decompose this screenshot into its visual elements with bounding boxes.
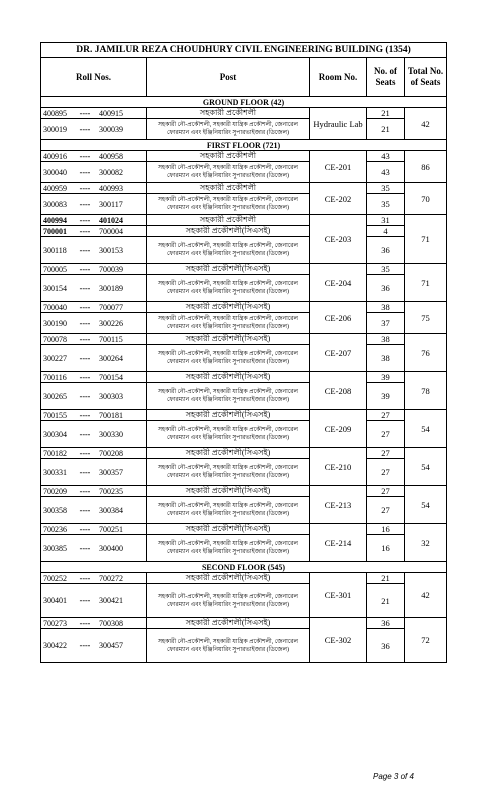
total-cell: 32 [405, 524, 447, 562]
post-cell: সহকারী প্রকৌশলী(সিএসই) [147, 226, 310, 237]
roll-to: 700154 [99, 372, 123, 382]
roll-range [41, 383, 147, 410]
roll-to: 700208 [99, 448, 123, 458]
roll-to: 300039 [99, 124, 123, 134]
seats-cell: 21 [367, 119, 405, 140]
post-cell: সহকারী নৌ-প্রকৌশলী, সহকারী যান্ত্রিক প্রকৌশলী, জেনারেল ফোরম্যান এবং ইঞ্জিনিয়ারিং সুপারভাইজার (ডিজেল) [147, 313, 310, 334]
roll-range [41, 421, 147, 448]
room-cell: CE-207 [310, 334, 367, 372]
room-header: Room No. [310, 58, 367, 97]
table-row [41, 162, 447, 183]
roll-to: 300357 [99, 467, 123, 477]
roll-from: 700005 [43, 264, 67, 274]
roll-from: 300019 [43, 124, 67, 134]
roll-dash: ---- [79, 486, 91, 496]
roll-range [41, 275, 147, 302]
roll-from: 700209 [43, 486, 67, 496]
roll-to: 700004 [99, 226, 123, 236]
roll-range [41, 345, 147, 372]
post-cell: সহকারী নৌ-প্রকৌশলী, সহকারী যান্ত্রিক প্রকৌশলী, জেনারেল ফোরম্যান এবং ইঞ্জিনিয়ারিং সুপারভাইজার (ডিজেল) [147, 535, 310, 562]
building-title: DR. JAMILUR REZA CHOUDHURY CIVIL ENGINEERING BUILDING (1354) [41, 43, 447, 58]
total-cell: 71 [405, 215, 447, 264]
roll-from: 400959 [43, 183, 67, 193]
roll-from: 300304 [43, 429, 67, 439]
roll-dash: ---- [79, 226, 91, 236]
floor-row [41, 140, 447, 151]
roll-range [41, 584, 147, 618]
roll-to: 700235 [99, 486, 123, 496]
seats-cell: 16 [367, 535, 405, 562]
seats-cell: 36 [367, 629, 405, 663]
roll-from: 700182 [43, 448, 67, 458]
table-row [41, 334, 447, 345]
room-cell: CE-214 [310, 524, 367, 562]
roll-range [41, 497, 147, 524]
table-row [41, 584, 447, 618]
roll-range [41, 151, 147, 162]
roll-dash: ---- [79, 264, 91, 274]
roll-to: 300457 [99, 641, 123, 650]
roll-to: 300421 [99, 596, 123, 605]
seats-header: No. of Seats [367, 58, 405, 97]
table-row [41, 618, 447, 629]
seats-cell: 38 [367, 334, 405, 345]
roll-dash: ---- [79, 318, 91, 328]
roll-from: 300385 [43, 543, 67, 553]
post-cell: সহকারী নৌ-প্রকৌশলী, সহকারী যান্ত্রিক প্রকৌশলী, জেনারেল ফোরম্যান এবং ইঞ্জিনিয়ারিং সুপারভাইজার (ডিজেল) [147, 162, 310, 183]
roll-dash: ---- [79, 429, 91, 439]
seats-cell: 31 [367, 215, 405, 226]
seats-cell: 43 [367, 151, 405, 162]
seats-cell: 35 [367, 264, 405, 275]
roll-range [41, 302, 147, 313]
roll-from: 300154 [43, 283, 67, 293]
roll-range [41, 524, 147, 535]
table-row [41, 264, 447, 275]
roll-from: 400916 [43, 151, 67, 161]
post-cell: সহকারী নৌ-প্রকৌশলী, সহকারী যান্ত্রিক প্রকৌশলী, জেনারেল ফোরম্যান এবং ইঞ্জিনিয়ারিং সুপারভাইজার (ডিজেল) [147, 237, 310, 264]
roll-from: 700273 [43, 618, 67, 628]
roll-dash: ---- [79, 302, 91, 312]
roll-from: 700078 [43, 334, 67, 344]
roll-to: 700181 [99, 410, 123, 420]
roll-range [41, 486, 147, 497]
roll-to: 400915 [99, 108, 123, 118]
table-row [41, 237, 447, 264]
roll-dash: ---- [79, 543, 91, 553]
seats-cell: 35 [367, 183, 405, 194]
seats-cell: 35 [367, 194, 405, 215]
table-row [41, 421, 447, 448]
roll-range [41, 108, 147, 119]
roll-dash: ---- [79, 283, 91, 293]
roll-range [41, 226, 147, 237]
post-cell: সহকারী প্রকৌশলী [147, 183, 310, 194]
seats-cell: 39 [367, 372, 405, 383]
total-cell: 86 [405, 151, 447, 183]
post-cell: সহকারী নৌ-প্রকৌশলী, সহকারী যান্ত্রিক প্রকৌশলী, জেনারেল ফোরম্যান এবং ইঞ্জিনিয়ারিং সুপারভাইজার (ডিজেল) [147, 275, 310, 302]
floor-heading-ground: GROUND FLOOR (42) [41, 97, 447, 108]
roll-dash: ---- [79, 524, 91, 534]
post-cell: সহকারী নৌ-প্রকৌশলী, সহকারী যান্ত্রিক প্রকৌশলী, জেনারেল ফোরম্যান এবং ইঞ্জিনিয়ারিং সুপারভাইজার (ডিজেল) [147, 119, 310, 140]
roll-from: 300118 [43, 245, 67, 255]
total-cell: 75 [405, 302, 447, 334]
table-row [41, 383, 447, 410]
total-cell: 72 [405, 618, 447, 663]
room-cell: CE-213 [310, 486, 367, 524]
table-row [41, 345, 447, 372]
roll-to: 300153 [99, 245, 123, 255]
roll-dash: ---- [79, 124, 91, 134]
roll-dash: ---- [79, 467, 91, 477]
roll-to: 300082 [99, 167, 123, 177]
roll-to: 300384 [99, 505, 123, 515]
roll-range [41, 629, 147, 663]
total-cell: 78 [405, 372, 447, 410]
post-cell: সহকারী প্রকৌশলী(সিএসই) [147, 334, 310, 345]
seats-cell: 27 [367, 497, 405, 524]
post-cell: সহকারী নৌ-প্রকৌশলী, সহকারী যান্ত্রিক প্রকৌশলী, জেনারেল ফোরম্যান এবং ইঞ্জিনিয়ারিং সুপারভাইজার (ডিজেল) [147, 345, 310, 372]
room-cell: CE-210 [310, 448, 367, 486]
total-cell: 42 [405, 573, 447, 618]
roll-to: 700115 [99, 334, 123, 344]
seats-cell: 21 [367, 573, 405, 584]
roll-to: 300264 [99, 353, 123, 363]
roll-dash: ---- [79, 573, 91, 583]
roll-to: 700039 [99, 264, 123, 274]
post-cell: সহকারী নৌ-প্রকৌশলী, সহকারী যান্ত্রিক প্রকৌশলী, জেনারেল ফোরম্যান এবং ইঞ্জিনিয়ারিং সুপারভাইজার (ডিজেল) [147, 497, 310, 524]
room-cell: CE-209 [310, 410, 367, 448]
table-row [41, 629, 447, 663]
roll-range [41, 372, 147, 383]
table-row [41, 372, 447, 383]
roll-dash: ---- [79, 151, 91, 161]
seats-cell: 27 [367, 486, 405, 497]
table-row [41, 573, 447, 584]
roll-from: 700236 [43, 524, 67, 534]
room-cell: Hydraulic Lab [310, 108, 367, 140]
post-cell: সহকারী প্রকৌশলী(সিএসই) [147, 372, 310, 383]
roll-range [41, 162, 147, 183]
room-cell: CE-206 [310, 302, 367, 334]
post-cell: সহকারী নৌ-প্রকৌশলী, সহকারী যান্ত্রিক প্রকৌশলী, জেনারেল ফোরম্যান এবং ইঞ্জিনিয়ারিং সুপারভাইজার (ডিজেল) [147, 383, 310, 410]
total-cell: 42 [405, 108, 447, 140]
post-cell: সহকারী নৌ-প্রকৌশলী, সহকারী যান্ত্রিক প্রকৌশলী, জেনারেল ফোরম্যান এবং ইঞ্জিনিয়ারিং সুপারভাইজার (ডিজেল) [147, 194, 310, 215]
floor-row [41, 562, 447, 573]
table-row [41, 524, 447, 535]
post-cell: সহকারী প্রকৌশলী(সিএসই) [147, 573, 310, 584]
roll-to: 300117 [99, 199, 123, 209]
roll-dash: ---- [79, 334, 91, 344]
table-row [41, 194, 447, 215]
room-cell: CE-203 [310, 215, 367, 264]
post-cell: সহকারী প্রকৌশলী [147, 151, 310, 162]
roll-to: 700077 [99, 302, 123, 312]
roll-dash: ---- [79, 353, 91, 363]
floor-heading-first: FIRST FLOOR (721) [41, 140, 447, 151]
total-cell: 54 [405, 410, 447, 448]
room-cell: CE-208 [310, 372, 367, 410]
seats-cell: 27 [367, 421, 405, 448]
roll-to: 401024 [99, 215, 123, 225]
seats-cell: 36 [367, 618, 405, 629]
roll-from: 400994 [43, 215, 67, 225]
seats-cell: 38 [367, 345, 405, 372]
roll-from: 300422 [43, 641, 67, 650]
total-cell: 76 [405, 334, 447, 372]
seats-cell: 27 [367, 459, 405, 486]
post-cell: সহকারী প্রকৌশলী(সিএসই) [147, 486, 310, 497]
room-cell: CE-202 [310, 183, 367, 215]
seats-cell: 16 [367, 524, 405, 535]
roll-dash: ---- [79, 618, 91, 628]
seats-cell: 43 [367, 162, 405, 183]
total-cell: 54 [405, 486, 447, 524]
table-row [41, 215, 447, 226]
post-cell: সহকারী নৌ-প্রকৌশলী, সহকারী যান্ত্রিক প্রকৌশলী, জেনারেল ফোরম্যান এবং ইঞ্জিনিয়ারিং সুপারভাইজার (ডিজেল) [147, 629, 310, 663]
roll-dash: ---- [79, 596, 91, 605]
post-cell: সহকারী নৌ-প্রকৌশলী, সহকারী যান্ত্রিক প্রকৌশলী, জেনারেল ফোরম্যান এবং ইঞ্জিনিয়ারিং সুপারভাইজার (ডিজেল) [147, 421, 310, 448]
roll-range [41, 119, 147, 140]
post-cell: সহকারী প্রকৌশলী [147, 108, 310, 119]
room-cell: CE-302 [310, 618, 367, 663]
table-row [41, 497, 447, 524]
table-row [41, 119, 447, 140]
roll-range [41, 459, 147, 486]
roll-dash: ---- [79, 199, 91, 209]
room-cell: CE-204 [310, 264, 367, 302]
post-cell: সহকারী প্রকৌশলী(সিএসই) [147, 410, 310, 421]
total-header: Total No. of Seats [405, 58, 447, 97]
roll-range [41, 535, 147, 562]
table-row [41, 313, 447, 334]
table-row [41, 275, 447, 302]
roll-to: 700272 [99, 573, 123, 583]
roll-dash: ---- [79, 215, 91, 225]
floor-row [41, 97, 447, 108]
seats-cell: 21 [367, 584, 405, 618]
roll-dash: ---- [79, 245, 91, 255]
total-cell: 70 [405, 183, 447, 215]
roll-to: 300400 [99, 543, 123, 553]
roll-from: 700155 [43, 410, 67, 420]
table-row [41, 459, 447, 486]
page-number: Page 3 of 4 [373, 772, 414, 781]
roll-range [41, 194, 147, 215]
roll-to: 700251 [99, 524, 123, 534]
roll-range [41, 410, 147, 421]
post-cell: সহকারী প্রকৌশলী(সিএসই) [147, 618, 310, 629]
roll-range [41, 183, 147, 194]
roll-from: 300358 [43, 505, 67, 515]
seats-cell: 38 [367, 302, 405, 313]
post-cell: সহকারী প্রকৌশলী(সিএসই) [147, 448, 310, 459]
roll-dash: ---- [79, 108, 91, 118]
total-cell: 71 [405, 264, 447, 302]
roll-dash: ---- [79, 410, 91, 420]
table-row [41, 448, 447, 459]
roll-to: 400958 [99, 151, 123, 161]
table-row [41, 183, 447, 194]
post-cell: সহকারী প্রকৌশলী(সিএসই) [147, 264, 310, 275]
roll-from: 300040 [43, 167, 67, 177]
roll-to: 300303 [99, 391, 123, 401]
seats-cell: 27 [367, 410, 405, 421]
roll-range [41, 618, 147, 629]
roll-dash: ---- [79, 505, 91, 515]
title-row [41, 43, 447, 58]
roll-from: 700001 [43, 226, 67, 236]
header-row [41, 58, 447, 97]
post-cell: সহকারী নৌ-প্রকৌশলী, সহকারী যান্ত্রিক প্রকৌশলী, জেনারেল ফোরম্যান এবং ইঞ্জিনিয়ারিং সুপারভাইজার (ডিজেল) [147, 584, 310, 618]
roll-from: 700252 [43, 573, 67, 583]
roll-from: 300190 [43, 318, 67, 328]
roll-to: 300189 [99, 283, 123, 293]
roll-to: 300330 [99, 429, 123, 439]
roll-to: 400993 [99, 183, 123, 193]
roll-dash: ---- [79, 167, 91, 177]
post-cell: সহকারী প্রকৌশলী(সিএসই) [147, 524, 310, 535]
roll-dash: ---- [79, 641, 91, 650]
table-row [41, 486, 447, 497]
table-row [41, 535, 447, 562]
seats-cell: 36 [367, 275, 405, 302]
roll-header: Roll Nos. [41, 58, 147, 97]
room-cell: CE-301 [310, 573, 367, 618]
roll-range [41, 448, 147, 459]
table-row [41, 226, 447, 237]
table-row [41, 410, 447, 421]
roll-range [41, 215, 147, 226]
table-row [41, 108, 447, 119]
seats-cell: 27 [367, 448, 405, 459]
post-cell: সহকারী প্রকৌশলী(সিএসই) [147, 302, 310, 313]
roll-range [41, 573, 147, 584]
roll-to: 300226 [99, 318, 123, 328]
roll-from: 700116 [43, 372, 67, 382]
roll-from: 300331 [43, 467, 67, 477]
roll-dash: ---- [79, 183, 91, 193]
roll-from: 300265 [43, 391, 67, 401]
roll-from: 300227 [43, 353, 67, 363]
roll-dash: ---- [79, 448, 91, 458]
roll-from: 300083 [43, 199, 67, 209]
roll-range [41, 334, 147, 345]
seats-cell: 36 [367, 237, 405, 264]
roll-to: 700308 [99, 618, 123, 628]
post-cell: সহকারী নৌ-প্রকৌশলী, সহকারী যান্ত্রিক প্রকৌশলী, জেনারেল ফোরম্যান এবং ইঞ্জিনিয়ারিং সুপারভাইজার (ডিজেল) [147, 459, 310, 486]
seats-cell: 39 [367, 383, 405, 410]
seats-cell: 4 [367, 226, 405, 237]
roll-dash: ---- [79, 391, 91, 401]
table-row [41, 151, 447, 162]
roll-from: 700040 [43, 302, 67, 312]
seats-cell: 37 [367, 313, 405, 334]
roll-range [41, 237, 147, 264]
roll-from: 300401 [43, 596, 67, 605]
seat-plan-table [40, 42, 447, 663]
room-cell: CE-201 [310, 151, 367, 183]
table-row [41, 302, 447, 313]
seats-cell: 21 [367, 108, 405, 119]
roll-range [41, 313, 147, 334]
post-header: Post [147, 58, 310, 97]
total-cell: 54 [405, 448, 447, 486]
floor-heading-second: SECOND FLOOR (545) [41, 562, 447, 573]
roll-dash: ---- [79, 372, 91, 382]
post-cell: সহকারী প্রকৌশলী [147, 215, 310, 226]
roll-from: 400895 [43, 108, 67, 118]
roll-range [41, 264, 147, 275]
